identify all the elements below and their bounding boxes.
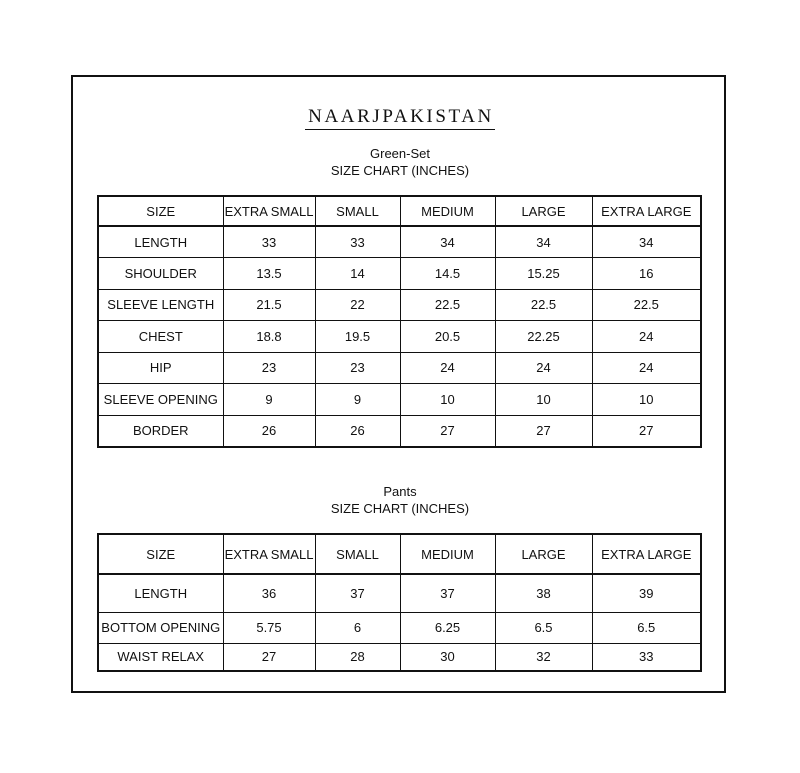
table-row bbox=[98, 612, 701, 643]
header-cell: MEDIUM bbox=[400, 196, 495, 226]
table-cell: 19.5 bbox=[315, 321, 400, 353]
table-cell: 33 bbox=[223, 226, 315, 258]
table-cell: 24 bbox=[400, 352, 495, 384]
header-cell: SMALL bbox=[315, 534, 400, 574]
header-cell: SMALL bbox=[315, 196, 400, 226]
header-cell: EXTRA LARGE bbox=[592, 534, 701, 574]
row-label: WAIST RELAX bbox=[98, 643, 223, 671]
row-label: CHEST bbox=[98, 321, 223, 353]
table-cell: 6.25 bbox=[400, 612, 495, 643]
green-set-size-table bbox=[97, 195, 702, 448]
table-cell: 20.5 bbox=[400, 321, 495, 353]
table-cell: 26 bbox=[315, 415, 400, 447]
table-cell: 24 bbox=[495, 352, 592, 384]
table-cell: 9 bbox=[315, 384, 400, 416]
table-cell: 39 bbox=[592, 574, 701, 612]
table-cell: 24 bbox=[592, 352, 701, 384]
table-cell: 34 bbox=[592, 226, 701, 258]
table-cell: 37 bbox=[400, 574, 495, 612]
table-header-row bbox=[98, 534, 701, 574]
row-label: SLEEVE OPENING bbox=[98, 384, 223, 416]
header-cell: SIZE bbox=[98, 196, 223, 226]
row-label: HIP bbox=[98, 352, 223, 384]
table-cell: 13.5 bbox=[223, 258, 315, 290]
table-row bbox=[98, 415, 701, 447]
table-header-row bbox=[98, 196, 701, 226]
table-cell: 6.5 bbox=[592, 612, 701, 643]
pants-subtitle: SIZE CHART (INCHES) bbox=[330, 501, 470, 516]
table-cell: 10 bbox=[592, 384, 701, 416]
table-cell: 9 bbox=[223, 384, 315, 416]
table-cell: 37 bbox=[315, 574, 400, 612]
table-cell: 38 bbox=[495, 574, 592, 612]
table-cell: 22.25 bbox=[495, 321, 592, 353]
row-label: BORDER bbox=[98, 415, 223, 447]
table-cell: 6 bbox=[315, 612, 400, 643]
table-cell: 34 bbox=[400, 226, 495, 258]
table-cell: 22 bbox=[315, 289, 400, 321]
table-cell: 26 bbox=[223, 415, 315, 447]
green-set-subtitle: SIZE CHART (INCHES) bbox=[330, 163, 470, 178]
table-row bbox=[98, 258, 701, 290]
table-cell: 10 bbox=[400, 384, 495, 416]
table-cell: 36 bbox=[223, 574, 315, 612]
row-label: BOTTOM OPENING bbox=[98, 612, 223, 643]
table-cell: 15.25 bbox=[495, 258, 592, 290]
header-cell: EXTRA LARGE bbox=[592, 196, 701, 226]
table-cell: 22.5 bbox=[495, 289, 592, 321]
row-label: SHOULDER bbox=[98, 258, 223, 290]
table-row bbox=[98, 226, 701, 258]
header-cell: MEDIUM bbox=[400, 534, 495, 574]
table-cell: 27 bbox=[495, 415, 592, 447]
row-label: SLEEVE LENGTH bbox=[98, 289, 223, 321]
table-row bbox=[98, 574, 701, 612]
table-row bbox=[98, 289, 701, 321]
table-cell: 27 bbox=[223, 643, 315, 671]
table-cell: 33 bbox=[315, 226, 400, 258]
table-cell: 23 bbox=[315, 352, 400, 384]
table-cell: 27 bbox=[592, 415, 701, 447]
table-row bbox=[98, 384, 701, 416]
header-cell: LARGE bbox=[495, 534, 592, 574]
table-cell: 18.8 bbox=[223, 321, 315, 353]
brand-title bbox=[0, 106, 800, 128]
table-cell: 5.75 bbox=[223, 612, 315, 643]
table-cell: 14 bbox=[315, 258, 400, 290]
table-cell: 22.5 bbox=[400, 289, 495, 321]
table-cell: 6.5 bbox=[495, 612, 592, 643]
table-cell: 30 bbox=[400, 643, 495, 671]
table-cell: 27 bbox=[400, 415, 495, 447]
table-cell: 14.5 bbox=[400, 258, 495, 290]
pants-title: Pants bbox=[383, 484, 417, 499]
row-label: LENGTH bbox=[98, 226, 223, 258]
table-row bbox=[98, 321, 701, 353]
row-label: LENGTH bbox=[98, 574, 223, 612]
table-cell: 32 bbox=[495, 643, 592, 671]
table-cell: 10 bbox=[495, 384, 592, 416]
table-cell: 34 bbox=[495, 226, 592, 258]
green-set-title: Green-Set bbox=[370, 146, 430, 161]
table-cell: 28 bbox=[315, 643, 400, 671]
table-row bbox=[98, 352, 701, 384]
table-cell: 33 bbox=[592, 643, 701, 671]
table-cell: 23 bbox=[223, 352, 315, 384]
header-cell: LARGE bbox=[495, 196, 592, 226]
header-cell: SIZE bbox=[98, 534, 223, 574]
pants-size-table bbox=[97, 533, 702, 672]
table-row bbox=[98, 643, 701, 671]
header-cell: EXTRA SMALL bbox=[223, 196, 315, 226]
table-cell: 21.5 bbox=[223, 289, 315, 321]
header-cell: EXTRA SMALL bbox=[223, 534, 315, 574]
table-cell: 24 bbox=[592, 321, 701, 353]
table-cell: 22.5 bbox=[592, 289, 701, 321]
brand-name: NAARJPAKISTAN bbox=[305, 106, 495, 130]
table-cell: 16 bbox=[592, 258, 701, 290]
